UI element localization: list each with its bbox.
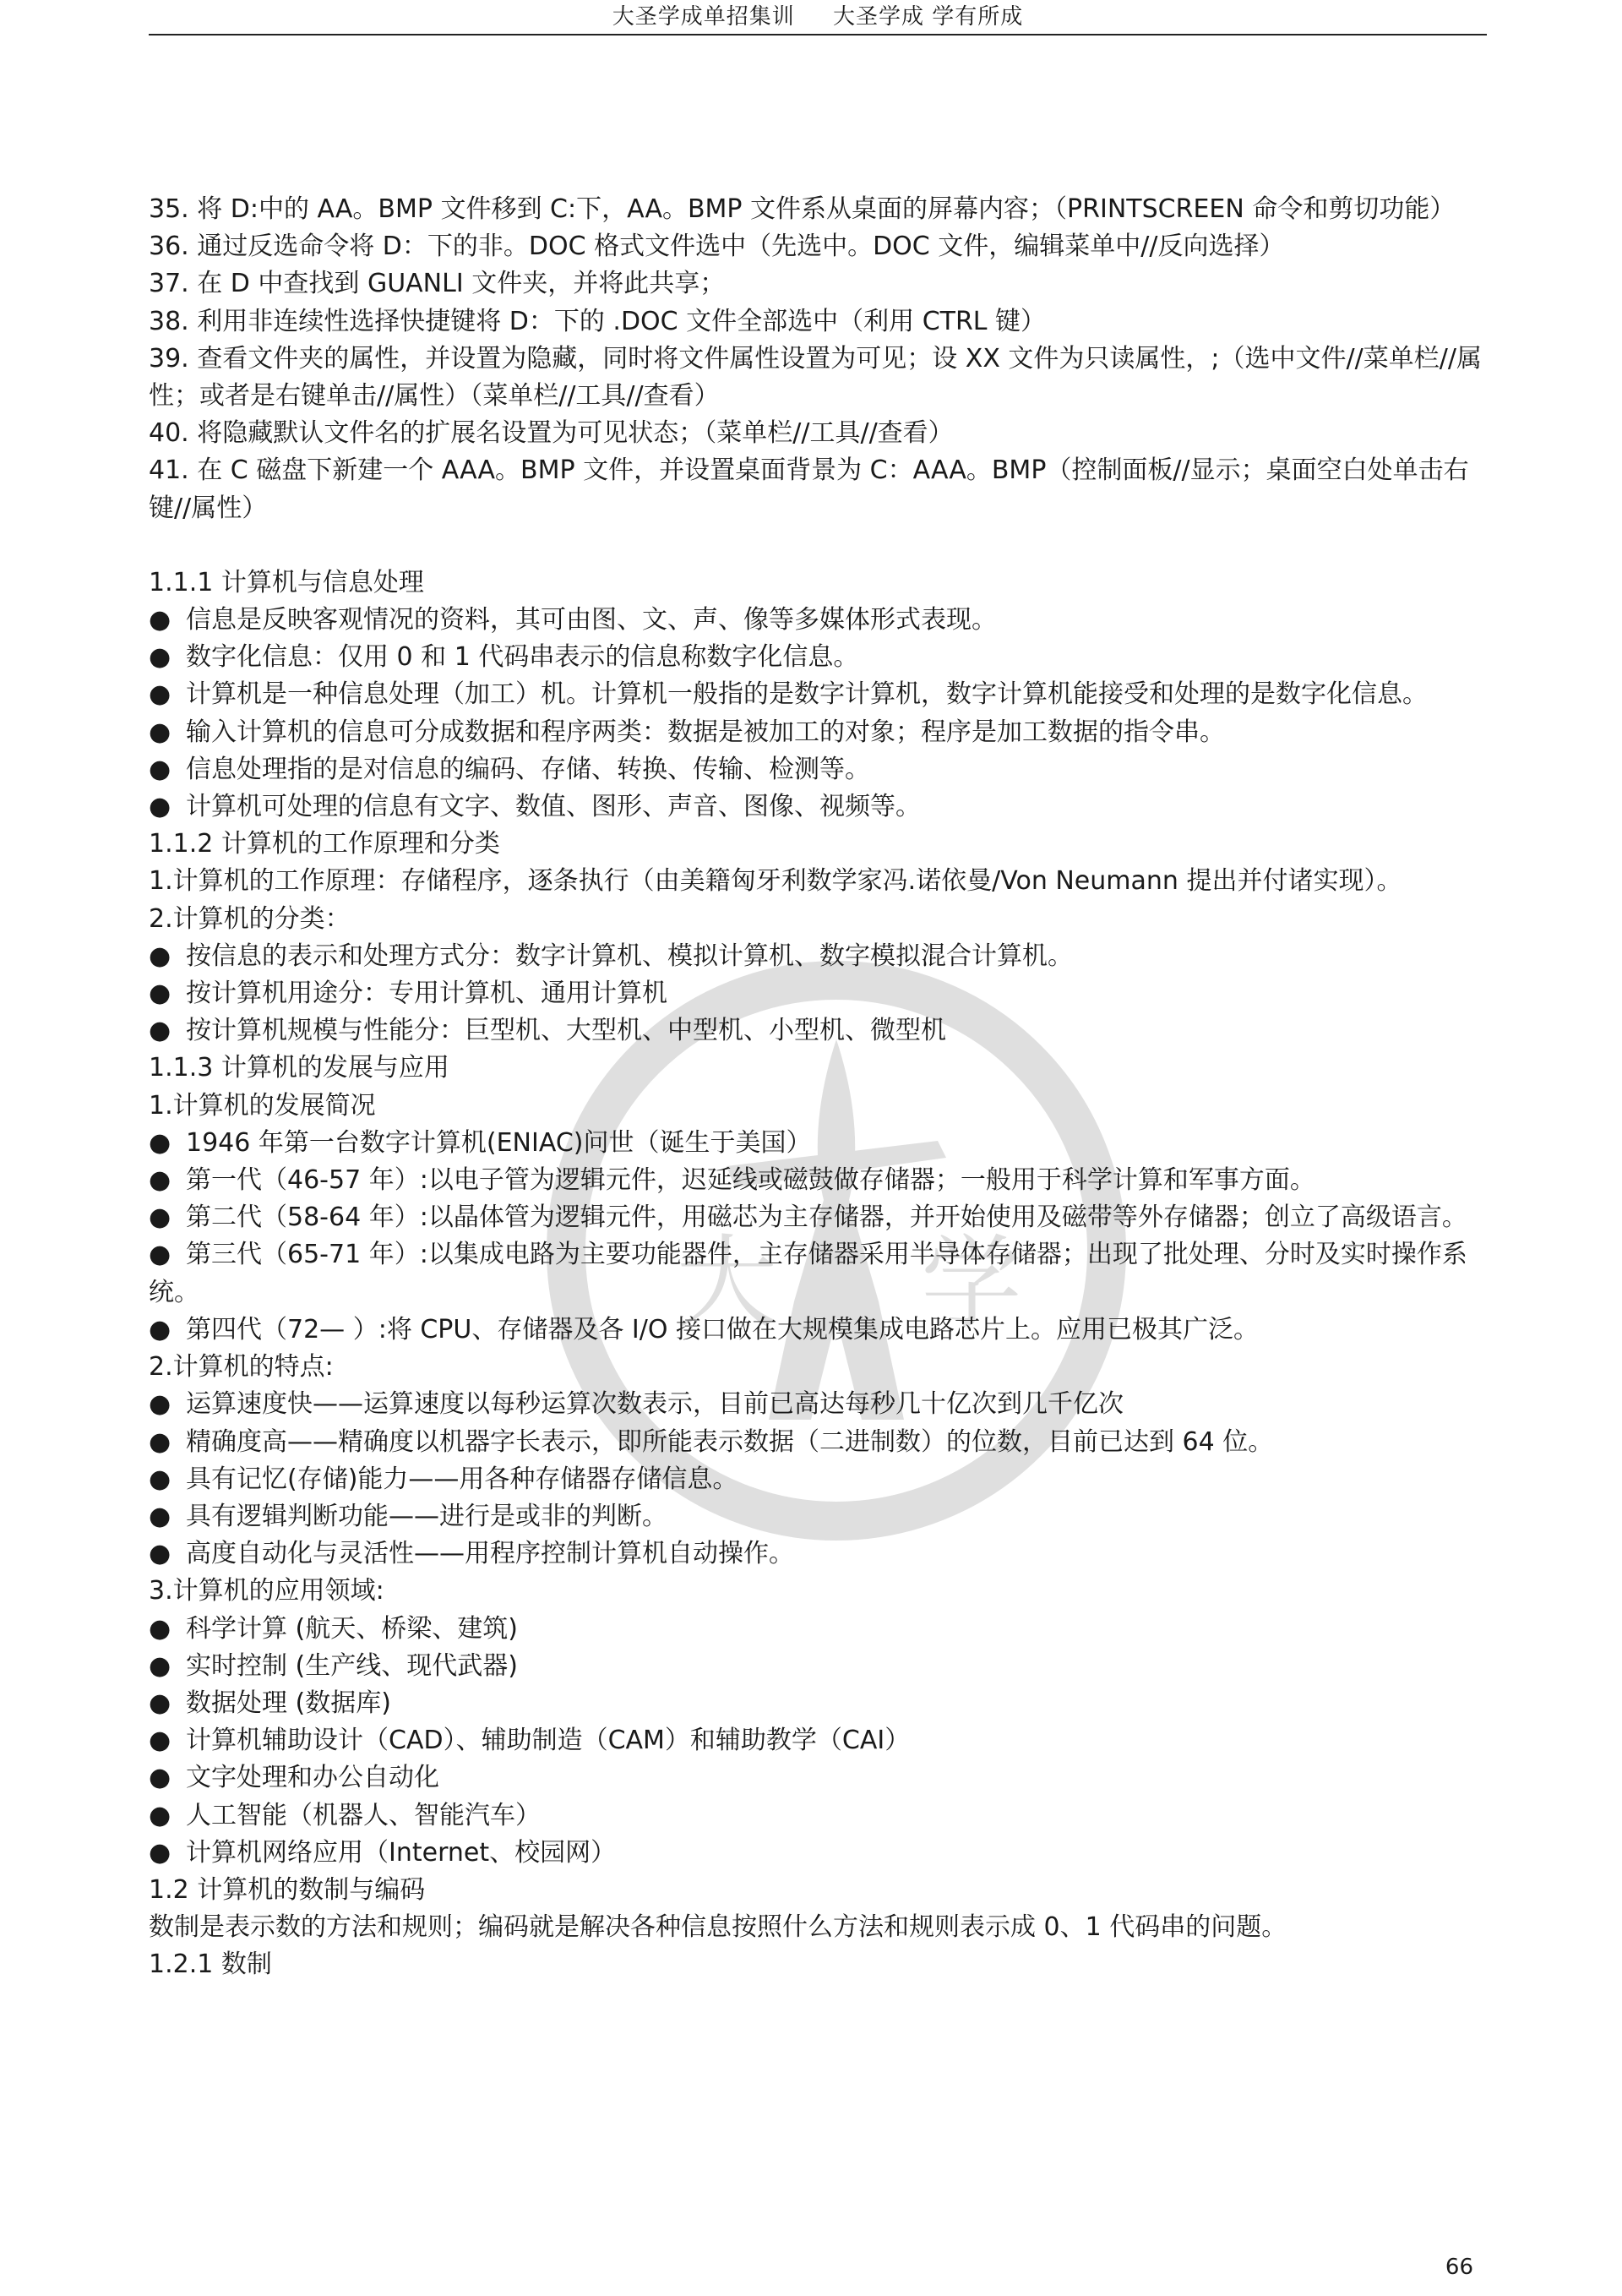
numbered-item-36: 36. 通过反选命令将 D：下的非。DOC 格式文件选中（先选中。DOC 文件，编辑菜单中//反向选择） [149, 232, 1285, 262]
subheading: 2.计算机的分类： [149, 903, 351, 934]
blank-line [149, 527, 1487, 564]
numbered-item-39: 39. 查看文件夹的属性，并设置为隐藏，同时将文件属性设置为可见；设 XX 文件为只读属性，;（选中文件//菜单栏//属性；或者是右键单击//属性）（菜单栏//工具//查看） [149, 343, 1482, 412]
page-header [149, 0, 1487, 35]
bullet-item: ● 运算速度快——运算速度以每秒运算次数表示，目前已高达每秒几十亿次到几千亿次 [149, 1386, 1487, 1423]
bullet-item: ● 1946 年第一台数字计算机(ENIAC)问世（诞生于美国） [149, 1125, 1487, 1162]
bullet-item: ● 文字处理和办公自动化 [149, 1759, 1487, 1797]
bullet-item: ● 第二代（58-64 年）:以晶体管为逻辑元件，用磁芯为主存储器，并开始使用及磁带等外存储器；创立了高级语言。 [149, 1199, 1487, 1236]
header-right-text: 大圣学成 学有所成 [833, 4, 1024, 30]
section-heading: 1.1.3 计算机的发展与应用 [149, 1053, 449, 1083]
bullet-item: ● 数字化信息：仅用 0 和 1 代码串表示的信息称数字化信息。 [149, 639, 1487, 676]
numbered-item-35: 35. 将 D:中的 AA。BMP 文件移到 C:下，AA。BMP 文件系从桌面的屏幕内容；（PRINTSCREEN 命令和剪切功能） [149, 194, 1456, 224]
section-heading: 1.2 计算机的数制与编码 [149, 1874, 426, 1905]
bullet-item: ● 按计算机规模与性能分：巨型机、大型机、中型机、小型机、微型机 [149, 1012, 1487, 1050]
subheading: 1.计算机的发展简况 [149, 1090, 376, 1121]
page-number: 66 [1445, 2255, 1473, 2280]
header-left-text: 大圣学成单招集训 [612, 4, 795, 30]
bullet-item: ● 计算机网络应用（Internet、校园网） [149, 1835, 1487, 1872]
bullet-item: ● 按计算机用途分：专用计算机、通用计算机 [149, 975, 1487, 1012]
numbered-item-38: 38. 利用非连续性选择快捷键将 D：下的 .DOC 文件全部选中（利用 CTRL 键） [149, 306, 1047, 336]
section-heading: 1.2.1 数制 [149, 1950, 272, 1980]
subheading: 3.计算机的应用领域: [149, 1576, 384, 1606]
numbered-item-41: 41. 在 C 磁盘下新建一个 AAA。BMP 文件，并设置桌面背景为 C：AAA。BMP（控制面板//显示；桌面空白处单击右键//属性） [149, 455, 1469, 523]
paragraph: 1.计算机的工作原理：存储程序，逐条执行（由美籍匈牙利数学家冯.诺依曼/Von Neumann 提出并付诸实现）。 [149, 866, 1402, 897]
bullet-item: ● 计算机可处理的信息有文字、数值、图形、声音、图像、视频等。 [149, 788, 1487, 826]
bullet-item: ● 具有逻辑判断功能——进行是或非的判断。 [149, 1498, 1487, 1535]
bullet-item: ● 科学计算 (航天、桥梁、建筑) [149, 1611, 1487, 1648]
bullet-item: ● 计算机是一种信息处理（加工）机。计算机一般指的是数字计算机，数字计算机能接受和处理的是数字化信息。 [149, 676, 1487, 713]
bullet-item: ● 信息是反映客观情况的资料，其可由图、文、声、像等多媒体形式表现。 [149, 602, 1487, 639]
bullet-item: ● 精确度高——精确度以机器字长表示，即所能表示数据（二进制数）的位数，目前已达到 64 位。 [149, 1424, 1487, 1461]
bullet-item: ● 实时控制 (生产线、现代武器) [149, 1648, 1487, 1685]
numbered-item-40: 40. 将隐藏默认文件名的扩展名设置为可见状态；（菜单栏//工具//查看） [149, 418, 954, 449]
document-body [149, 191, 1487, 1984]
bullet-item: ● 高度自动化与灵活性——用程序控制计算机自动操作。 [149, 1535, 1487, 1573]
watermark-char-right: 学 [921, 1225, 1022, 1343]
numbered-item-37: 37. 在 D 中查找到 GUANLI 文件夹，并将此共享； [149, 269, 726, 299]
bullet-item: ● 数据处理 (数据库) [149, 1685, 1487, 1722]
bullet-item: ● 计算机辅助设计（CAD）、辅助制造（CAM）和辅助教学（CAI） [149, 1722, 1487, 1759]
bullet-item: ● 按信息的表示和处理方式分：数字计算机、模拟计算机、数字模拟混合计算机。 [149, 938, 1487, 975]
bullet-item: ● 信息处理指的是对信息的编码、存储、转换、传输、检测等。 [149, 751, 1487, 788]
bullet-item: ● 输入计算机的信息可分成数据和程序两类：数据是被加工的对象；程序是加工数据的指令串。 [149, 714, 1487, 751]
bullet-item: ● 具有记忆(存储)能力——用各种存储器存储信息。 [149, 1461, 1487, 1498]
bullet-item: ● 第一代（46-57 年）:以电子管为逻辑元件，迟延线或磁鼓做存储器；一般用于科学计算和军事方面。 [149, 1162, 1487, 1199]
subheading: 2.计算机的特点: [149, 1352, 334, 1383]
watermark-char-left: 大 [676, 1225, 777, 1343]
bullet-item: ● 人工智能（机器人、智能汽车） [149, 1797, 1487, 1835]
section-heading: 1.1.2 计算机的工作原理和分类 [149, 829, 500, 859]
paragraph: 数制是表示数的方法和规则；编码就是解决各种信息按照什么方法和规则表示成 0、1 代码串的问题。 [149, 1912, 1287, 1943]
section-heading: 1.1.1 计算机与信息处理 [149, 567, 424, 597]
bullet-item: ● 第三代（65-71 年）:以集成电路为主要功能器件，主存储器采用半导体存储器；出现了批处理、分时及实时操作系统。 [149, 1236, 1487, 1311]
bullet-item: ● 第四代（72— ）:将 CPU、存储器及各 I/O 接口做在大规模集成电路芯片上。应用已极其广泛。 [149, 1312, 1487, 1349]
